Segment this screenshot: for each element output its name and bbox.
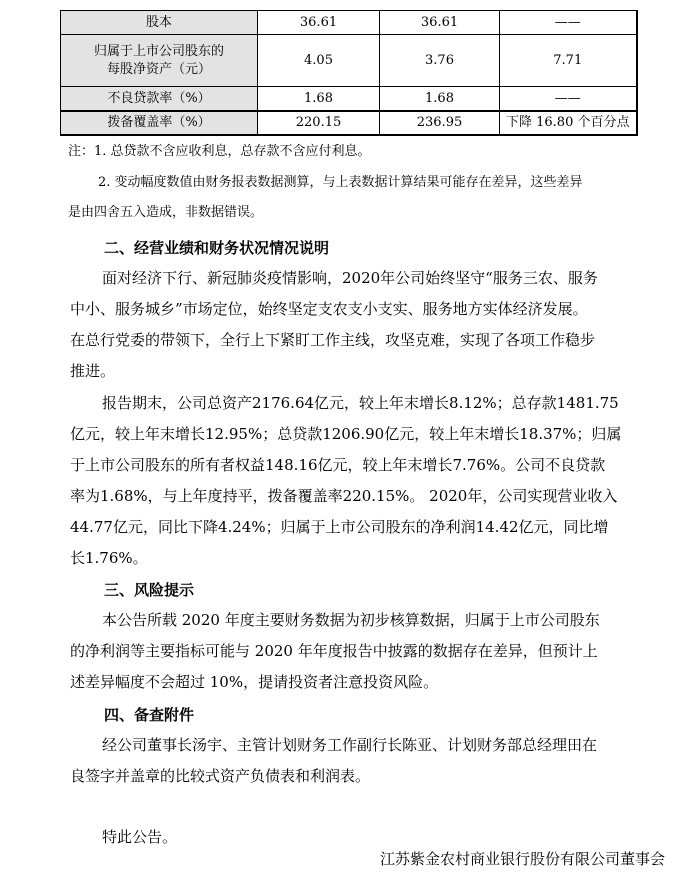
paragraph-line: 44.77亿元，同比下降4.24%；归属于上市公司股东的净利润14.42亿元，同比增 bbox=[70, 518, 609, 536]
value-current: 220.15 bbox=[258, 111, 380, 135]
row-label-line2: 每股净资产（元） bbox=[106, 61, 211, 77]
value-current: 4.05 bbox=[258, 35, 380, 87]
paragraph-line: 良签字并盖章的比较式资产负债表和利润表。 bbox=[70, 767, 371, 785]
paragraph-line: 于上市公司股东的所有者权益148.16亿元，较上年末增长7.76%。公司不良贷款 bbox=[70, 456, 606, 474]
paragraph-line: 面对经济下行、新冠肺炎疫情影响，2020年公司始终坚守“服务三农、服务 bbox=[102, 269, 598, 287]
row-label: 不良贷款率（%） bbox=[61, 87, 258, 112]
value-current: 36.61 bbox=[258, 11, 380, 35]
paragraph-line: 长1.76%。 bbox=[70, 549, 148, 567]
financial-data-table bbox=[60, 10, 638, 136]
note-2-line1: 2. 变动幅度数值由财务报表数据测算，与上表数据计算结果可能存在差异，这些差异 bbox=[98, 175, 583, 190]
value-change: 7.71 bbox=[500, 35, 637, 87]
row-label-line1: 归属于上市公司股东的 bbox=[93, 43, 224, 59]
paragraph-line: 的净利润等主要指标可能与 2020 年年度报告中披露的数据存在差异，但预计上 bbox=[70, 642, 598, 660]
section-2-heading: 二、经营业绩和财务状况情况说明 bbox=[104, 239, 330, 257]
value-change: 下降 16.80 个百分点 bbox=[500, 111, 637, 135]
row-label bbox=[61, 35, 258, 87]
paragraph-line: 本公告所载 2020 年度主要财务数据为初步核算数据，归属于上市公司股东 bbox=[102, 611, 600, 629]
value-previous: 1.68 bbox=[380, 87, 500, 112]
note-1: 注：1. 总贷款不含应收利息，总存款不含应付利息。 bbox=[68, 144, 371, 159]
row-label: 股本 bbox=[61, 11, 258, 35]
paragraph-line: 述差异幅度不会超过 10%，提请投资者注意投资风险。 bbox=[70, 673, 439, 691]
value-previous: 36.61 bbox=[380, 11, 500, 35]
section-4-heading: 四、备查附件 bbox=[104, 706, 195, 724]
table-row bbox=[61, 35, 637, 87]
value-previous: 236.95 bbox=[380, 111, 500, 135]
paragraph-line: 推进。 bbox=[70, 362, 116, 380]
row-label: 拨备覆盖率（%） bbox=[61, 111, 258, 135]
value-current: 1.68 bbox=[258, 87, 380, 112]
section-3-heading: 三、风险提示 bbox=[104, 581, 195, 599]
value-change: —— bbox=[500, 11, 637, 35]
paragraph-line: 报告期末，公司总资产2176.64亿元，较上年末增长8.12%；总存款1481.75 bbox=[102, 394, 619, 412]
paragraph-line: 在总行党委的带领下，全行上下紧盯工作主线，攻坚克难，实现了各项工作稳步 bbox=[70, 331, 596, 349]
closing-text: 特此公告。 bbox=[102, 828, 178, 846]
paragraph-line: 中小、服务城乡”市场定位，始终坚定支农支小支实、服务地方实体经济发展。 bbox=[70, 300, 588, 318]
value-change: —— bbox=[500, 87, 637, 112]
table-row bbox=[61, 111, 637, 135]
paragraph-line: 亿元，较上年末增长12.95%；总贷款1206.90亿元，较上年末增长18.37%；归属 bbox=[70, 425, 622, 443]
value-previous: 3.76 bbox=[380, 35, 500, 87]
note-2-line2: 是由四舍五入造成，非数据错误。 bbox=[68, 205, 264, 220]
paragraph-line: 经公司董事长汤宇、主管计划财务工作副行长陈亚、计划财务部总经理田在 bbox=[102, 736, 598, 754]
signature: 江苏紫金农村商业银行股份有限公司董事会 bbox=[379, 850, 665, 868]
table-row bbox=[61, 11, 637, 35]
paragraph-line: 率为1.68%，与上年度持平，拨备覆盖率220.15%。 2020年，公司实现营业收入 bbox=[70, 487, 618, 505]
table-row bbox=[61, 87, 637, 112]
